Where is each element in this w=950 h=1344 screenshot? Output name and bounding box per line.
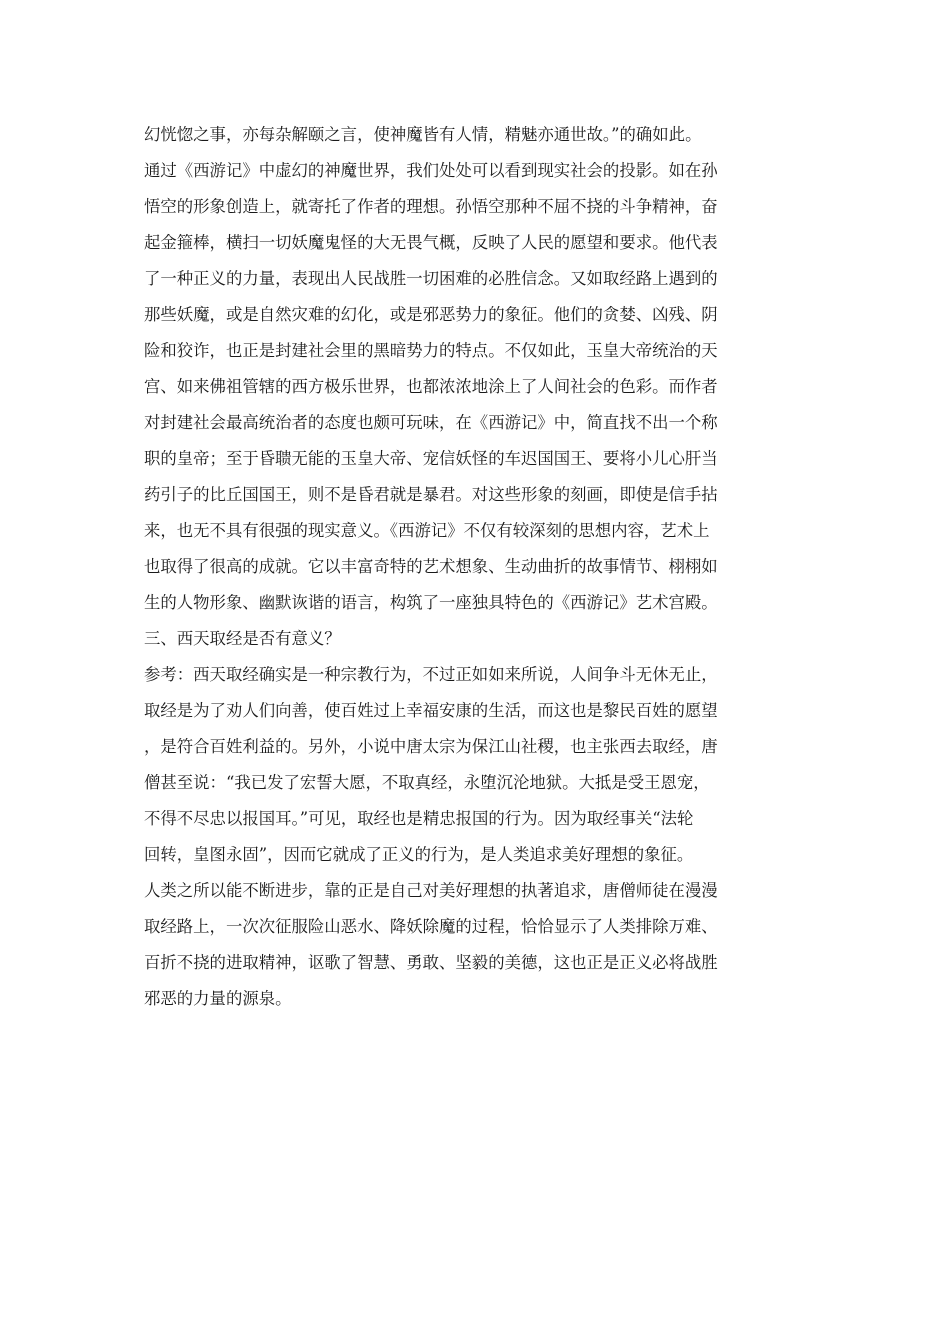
text-line: 参考：西天取经确实是一种宗教行为，不过正如如来所说，人间争斗无休无止，: [144, 665, 718, 684]
text-line: 取经是为了劝人们向善，使百姓过上幸福安康的生活，而这也是黎民百姓的愿望: [144, 701, 718, 720]
text-line: 职的皇帝；至于昏聩无能的玉皇大帝、宠信妖怪的车迟国国王、要将小儿心肝当: [144, 449, 718, 468]
section-heading: 三、西天取经是否有意义？: [144, 629, 341, 648]
text-line: 回转，皇图永固”，因而它就成了正义的行为，是人类追求美好理想的象征。: [144, 845, 694, 864]
text-line: 百折不挠的进取精神，讴歌了智慧、勇敢、坚毅的美德，这也正是正义必将战胜: [144, 953, 718, 972]
text-line: 幻恍惚之事，亦每杂解颐之言，使神魔皆有人情，精魅亦通世故。”的确如此。: [144, 125, 702, 144]
text-line: 来，也无不具有很强的现实意义。《西游记》不仅有较深刻的思想内容，艺术上: [144, 521, 710, 540]
text-line: 僧甚至说：“我已发了宏誓大愿，不取真经，永堕沉沦地狱。大抵是受王恩宠，: [144, 773, 710, 792]
text-line: 药引子的比丘国国王，则不是昏君就是暴君。对这些形象的刻画，即使是信手拈: [144, 485, 718, 504]
text-line: 邪恶的力量的源泉。: [144, 989, 292, 1008]
text-line: 不得不尽忠以报国耳。”可见，取经也是精忠报国的行为。因为取经事关“法轮: [144, 809, 694, 828]
text-line: 险和狡诈，也正是封建社会里的黑暗势力的特点。不仅如此，玉皇大帝统治的天: [144, 341, 718, 360]
text-line: 宫、如来佛祖管辖的西方极乐世界，也都浓浓地涂上了人间社会的色彩。而作者: [144, 377, 718, 396]
text-line: 也取得了很高的成就。它以丰富奇特的艺术想象、生动曲折的故事情节、栩栩如: [144, 557, 718, 576]
text-line: 取经路上，一次次征服险山恶水、降妖除魔的过程，恰恰显示了人类排除万难、: [144, 917, 718, 936]
text-line: 对封建社会最高统治者的态度也颇可玩味，在《西游记》中，简直找不出一个称: [144, 413, 718, 432]
text-line: 了一种正义的力量，表现出人民战胜一切困难的必胜信念。又如取经路上遇到的: [144, 269, 718, 288]
text-line: 悟空的形象创造上，就寄托了作者的理想。孙悟空那种不屈不挠的斗争精神，奋: [144, 197, 718, 216]
text-line: 起金箍棒，横扫一切妖魔鬼怪的大无畏气概，反映了人民的愿望和要求。他代表: [144, 233, 718, 252]
text-line: 那些妖魔，或是自然灾难的幻化，或是邪恶势力的象征。他们的贪婪、凶残、阴: [144, 305, 718, 324]
text-line: 通过《西游记》中虚幻的神魔世界，我们处处可以看到现实社会的投影。如在孙: [144, 161, 718, 180]
text-line: 人类之所以能不断进步，靠的正是自己对美好理想的执著追求，唐僧师徒在漫漫: [144, 881, 718, 900]
text-line: 生的人物形象、幽默诙谐的语言，构筑了一座独具特色的《西游记》艺术宫殿。: [144, 593, 718, 612]
text-line: ，是符合百姓利益的。另外，小说中唐太宗为保江山社稷，也主张西去取经，唐: [144, 737, 718, 756]
